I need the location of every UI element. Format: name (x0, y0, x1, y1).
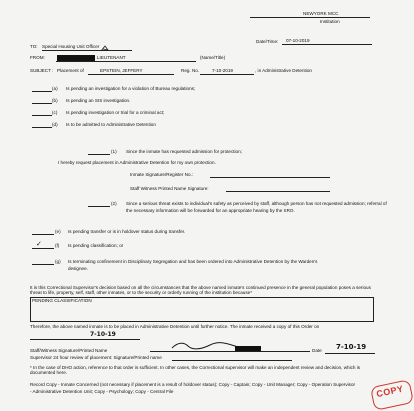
reg-no-line (200, 74, 254, 75)
therefore-text: Therefore, the above named inmate is to be placed in Administrative Detention until further notice. The inmate received a copy of this Order on (30, 324, 320, 329)
blank-c (32, 115, 52, 116)
reason-f-text: Is pending classification; or (68, 243, 124, 248)
staff-witness-label: Staff/Witness Signature/Printed Name (30, 348, 108, 353)
signature-date-value: 7-10-19 (336, 343, 367, 351)
blank-f (32, 248, 54, 249)
reg-no-value: 7-10-2019 (212, 68, 233, 73)
staff-witness-printed-label: Staff Witness Printed Name Signature: (130, 186, 209, 191)
reason-c-text: Is pending investigation or trial for a criminal act; (66, 110, 165, 115)
blank-d (32, 127, 52, 128)
blank-a (32, 91, 52, 92)
placement-of-label: Placement of (57, 68, 84, 73)
copy-date-value: 7-10-19 (90, 331, 116, 338)
reason-g-text-a: Is terminating confinement in Disciplinary Segregation and has been ordered into Administrative Detention by the Warden's (68, 259, 318, 264)
name-title-label: (Name/Title) (200, 55, 226, 60)
date-time-label: Date/Time: (256, 39, 279, 44)
footnote-text: * In the case of DHO action, reference to that order is sufficient. In other cases, the Correctional supervisor will make an independent review and decision, which is documented here. (30, 365, 361, 376)
protection-1-text: Since the inmate has requested admission for protection; (126, 149, 242, 154)
from-line (56, 61, 196, 62)
to-line (42, 50, 132, 51)
blank-e (32, 234, 54, 235)
reason-a-label: (a) (52, 86, 58, 91)
reason-b-label: (b) (52, 98, 58, 103)
inmate-name-line (88, 74, 174, 75)
distribution-text-b: - Administrative Detention Unit; Copy - Psychology; Copy - Central File (30, 389, 174, 394)
from-label: FROM: (30, 55, 45, 60)
reason-g-label: (g) (55, 259, 61, 264)
subject-label: SUBJECT : (30, 68, 54, 73)
institution-line (250, 17, 370, 18)
protection-request-text: I hereby request placement in Administrative Detention for my own protection. (58, 160, 216, 165)
copy-stamp: COPY (370, 379, 414, 411)
copy-date-line (30, 339, 140, 340)
supervisor-review-label: Supervisor 24 hour review of placement: Signature/Printed name (30, 355, 162, 360)
decision-reason-value: PENDING CLASSIFICATION (32, 298, 92, 303)
staff-witness-printed-line (226, 191, 330, 192)
blank-b (32, 103, 52, 104)
staff-signature-line (150, 351, 310, 352)
reason-b-text: Is pending an SIS investigation. (66, 98, 131, 103)
reason-d-text: Is to be admitted to Administrative Detention (66, 122, 156, 127)
blank-protection-2 (88, 206, 110, 207)
reason-e-label: (e) (55, 229, 61, 234)
protection-2-label: (2) (111, 201, 117, 206)
blank-protection-1 (88, 154, 110, 155)
from-value: LIEUTENANT (97, 55, 126, 60)
reason-e-text: Is pending transfer or is in holdover status during transfer. (68, 229, 186, 234)
to-label: TO: (30, 44, 38, 49)
to-value: Special Housing Unit Officer (42, 44, 100, 49)
protection-1-label: (1) (111, 149, 117, 154)
reason-g-text-b: designee. (68, 266, 88, 271)
date-time-line (282, 44, 372, 45)
reason-a-text: Is pending an investigation for a violation of Bureau regulations; (66, 86, 196, 91)
supervisor-review-line (172, 360, 292, 361)
detention-label: , in Administrative Detention (255, 68, 312, 73)
reg-no-label: Reg. No. (181, 68, 200, 73)
reason-f-label: (f) (55, 243, 60, 248)
distribution-text-a: Record Copy - Inmate Concerned (not necessary if placement is a result of holdover status); Copy - Captain; Copy - Unit Manager; Copy - Operation Supervisor (30, 382, 356, 387)
from-redaction (57, 55, 95, 61)
reason-c-label: (c) (52, 110, 58, 115)
signature-date-line (325, 353, 375, 354)
inmate-name-value: EPSTEIN, JEFFERY (100, 68, 143, 73)
blank-g (32, 264, 54, 265)
inmate-signature-line (210, 177, 330, 178)
staff-signature-redaction (235, 346, 261, 351)
institution-label: Institution (320, 19, 340, 24)
signature-date-label: Date (312, 348, 322, 353)
to-scribble-mark (100, 45, 110, 53)
reason-f-checkmark: ✓ (36, 240, 42, 248)
inmate-signature-label: Inmate Signature/Register No.: (130, 172, 194, 177)
reason-d-label: (d) (52, 122, 58, 127)
date-time-value: 07-10-2019 (286, 38, 310, 43)
protection-2-text-b: the necessary information will be forwarded for an appropriate hearing by the SRO. (126, 208, 295, 213)
protection-2-text-a: Since a serious threat exists to individual's safety as perceived by staff, although person has not requested admission; referral of (126, 201, 387, 206)
institution-value: NEWYORK MCC (303, 11, 339, 16)
decision-paragraph: It is this Correctional Supervisor's decision based on all the circumstances that the above named inmate's continued presence in the general population poses a serious threat to life, property, self, staff, other inmates, or to the security or orderly running of the institution because* (30, 285, 371, 296)
